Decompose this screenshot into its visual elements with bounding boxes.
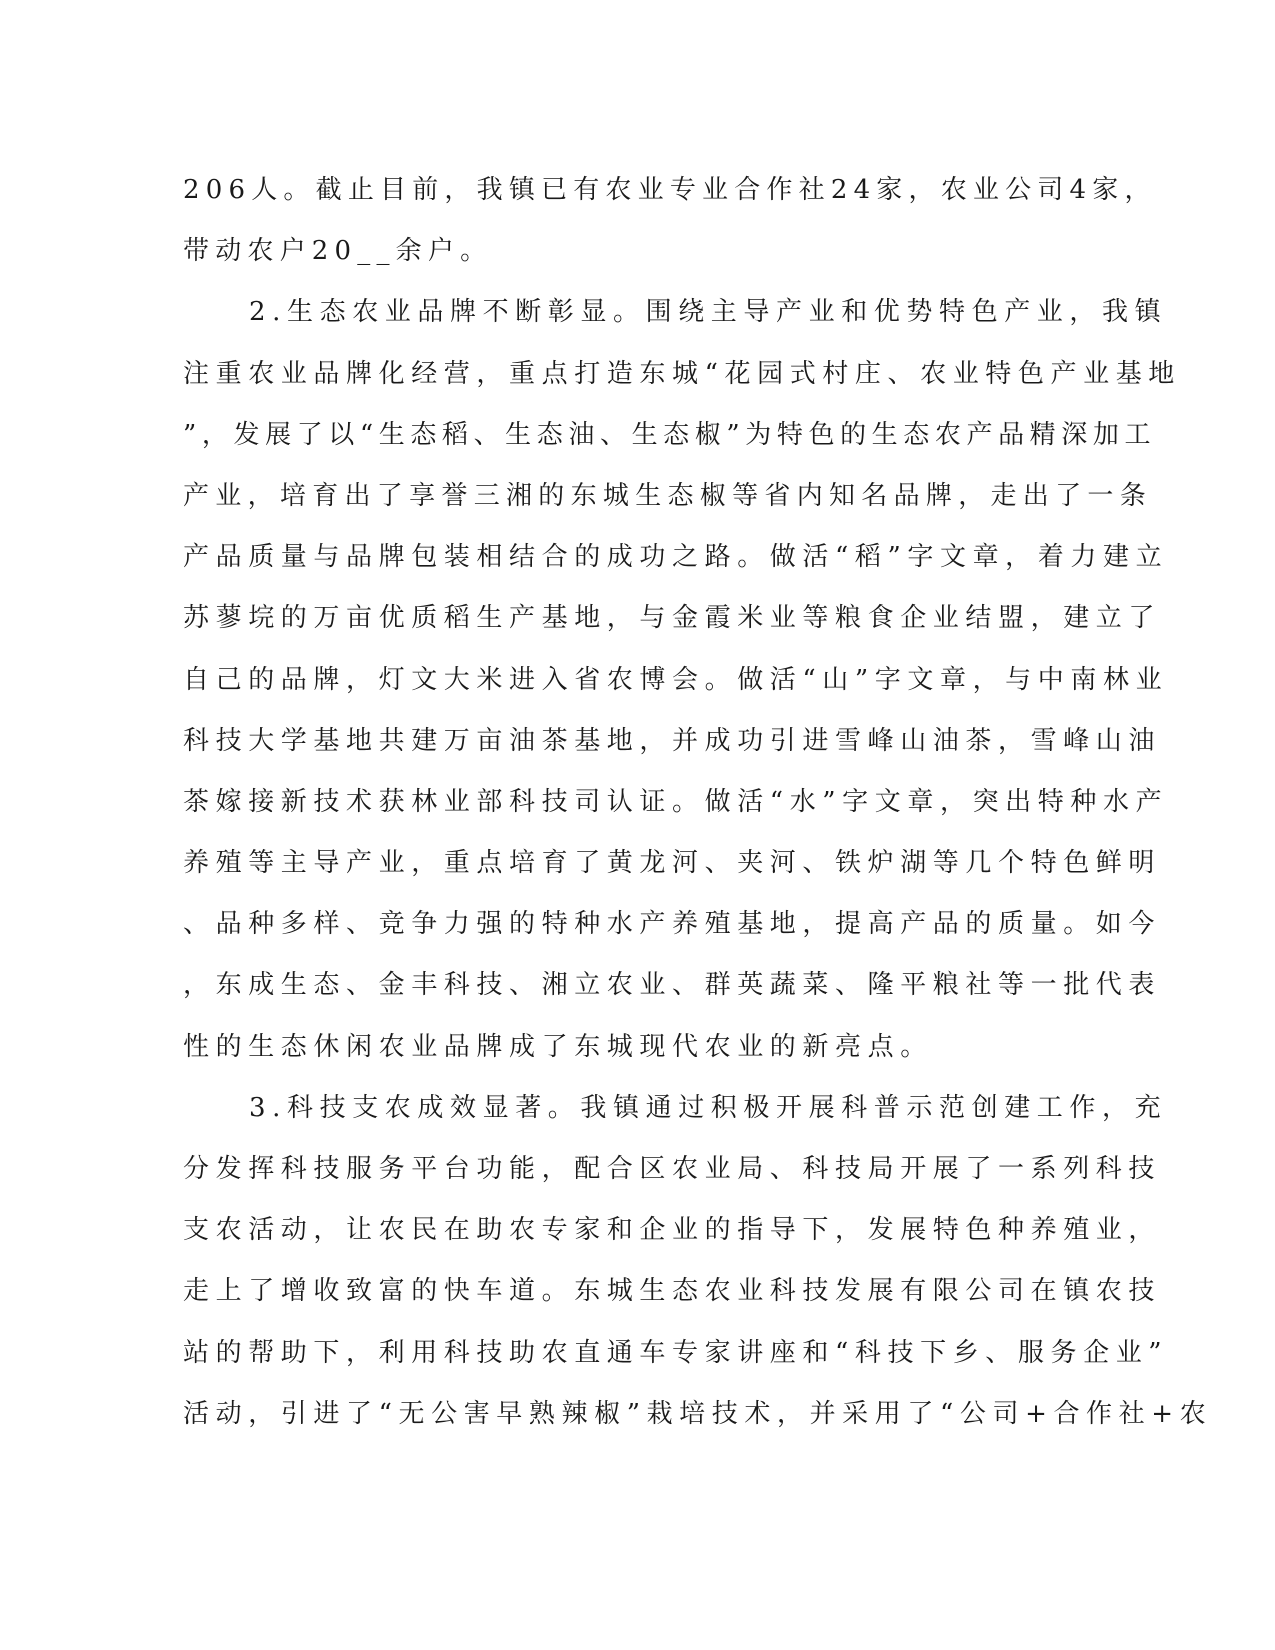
text-line: 性的生态休闲农业品牌成了东城现代农业的新亮点。 <box>183 1031 933 1062</box>
text-line: 注重农业品牌化经营，重点打造东城“花园式村庄、农业特色产业基地 <box>183 358 1181 389</box>
text-line: ”，发展了以“生态稻、生态油、生态椒”为特色的生态农产品精深加工 <box>183 419 1157 450</box>
body-text <box>183 160 1213 1445</box>
text-line: 产业，培育出了享誉三湘的东城生态椒等省内知名品牌，走出了一条 <box>183 480 1153 511</box>
text-line: 茶嫁接新技术获林业部科技司认证。做活“水”字文章，突出特种水产 <box>183 786 1169 817</box>
text-line: 产品质量与品牌包装相结合的成功之路。做活“稻”字文章，着力建立 <box>183 542 1169 573</box>
text-line: 苏蓼垸的万亩优质稻生产基地，与金霞米业等粮食企业结盟，建立了 <box>183 603 1162 634</box>
text-line: 养殖等主导产业，重点培育了黄龙河、夹河、铁炉湖等几个特色鲜明 <box>183 848 1162 879</box>
text-line: 走上了增收致富的快车道。东城生态农业科技发展有限公司在镇农技 <box>183 1276 1162 1307</box>
text-line: 206人。截止目前，我镇已有农业专业合作社24家，农业公司4家， <box>183 175 1157 205</box>
text-line: 支农活动，让农民在助农专家和企业的指导下，发展特色种养殖业， <box>183 1215 1162 1246</box>
text-line: 、品种多样、竞争力强的特种水产养殖基地，提高产品的质量。如今 <box>183 909 1162 940</box>
text-line: 带动农户20__余户。 <box>183 236 493 267</box>
text-line: 分发挥科技服务平台功能，配合区农业局、科技局开展了一系列科技 <box>183 1154 1162 1184</box>
text-line: 自己的品牌，灯文大米进入省农博会。做活“山”字文章，与中南林业 <box>183 664 1169 695</box>
text-line: 站的帮助下，利用科技助农直通车专家讲座和“科技下乡、服务企业” <box>183 1337 1169 1368</box>
paragraph-heading-line: 2.生态农业品牌不断彰显。围绕主导产业和优势特色产业，我镇 <box>249 297 1168 328</box>
text-line: 科技大学基地共建万亩油茶基地，并成功引进雪峰山油茶，雪峰山油 <box>183 725 1162 756</box>
paragraph-heading-line: 3.科技支农成效显著。我镇通过积极开展科普示范创建工作，充 <box>249 1092 1168 1123</box>
text-line: ，东成生态、金丰科技、湘立农业、群英蔬菜、隆平粮社等一批代表 <box>183 970 1162 1001</box>
text-line: 活动，引进了“无公害早熟辣椒”栽培技术，并采用了“公司+合作社+农 <box>183 1398 1213 1429</box>
